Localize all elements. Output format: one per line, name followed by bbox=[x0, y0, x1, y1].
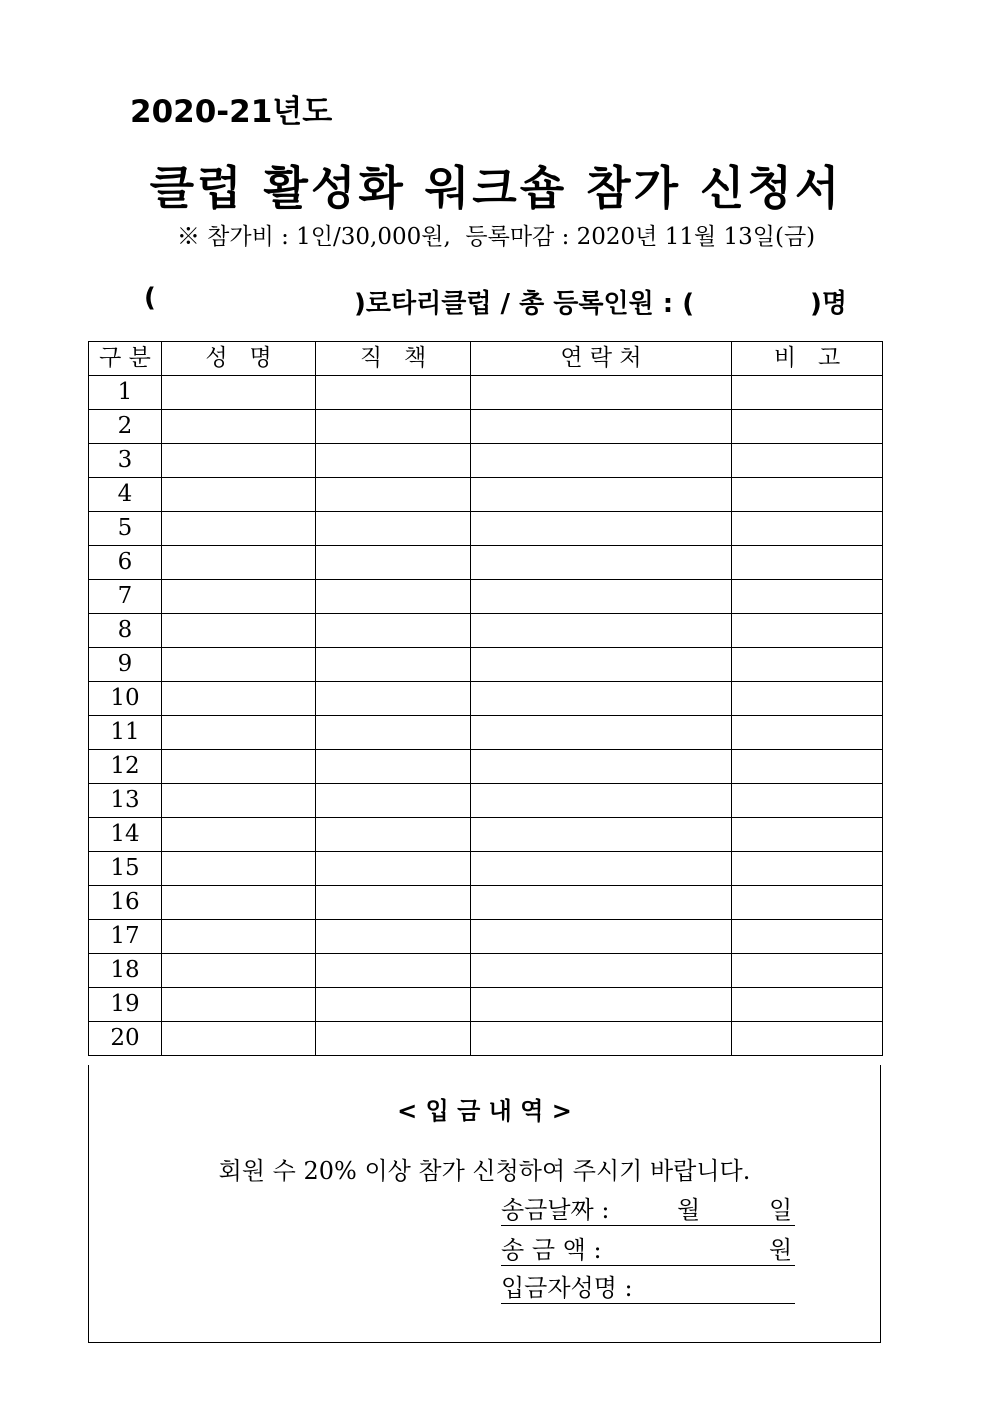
table-row bbox=[89, 376, 883, 410]
name-cell[interactable] bbox=[162, 546, 316, 580]
contact-cell[interactable] bbox=[471, 376, 732, 410]
row-number: 16 bbox=[89, 886, 162, 920]
name-cell[interactable] bbox=[162, 614, 316, 648]
remarks-cell[interactable] bbox=[732, 750, 883, 784]
name-cell[interactable] bbox=[162, 886, 316, 920]
row-number: 6 bbox=[89, 546, 162, 580]
name-cell[interactable] bbox=[162, 750, 316, 784]
contact-cell[interactable] bbox=[471, 818, 732, 852]
contact-cell[interactable] bbox=[471, 682, 732, 716]
name-cell[interactable] bbox=[162, 920, 316, 954]
position-cell[interactable] bbox=[316, 648, 471, 682]
position-cell[interactable] bbox=[316, 410, 471, 444]
header-position: 직 책 bbox=[316, 342, 471, 376]
contact-cell[interactable] bbox=[471, 886, 732, 920]
remarks-cell[interactable] bbox=[732, 546, 883, 580]
name-cell[interactable] bbox=[162, 444, 316, 478]
remarks-cell[interactable] bbox=[732, 478, 883, 512]
won-label: 원 bbox=[769, 1236, 793, 1264]
name-cell[interactable] bbox=[162, 852, 316, 886]
name-cell[interactable] bbox=[162, 478, 316, 512]
table-row bbox=[89, 920, 883, 954]
club-open-paren: ( bbox=[144, 283, 156, 313]
remarks-cell[interactable] bbox=[732, 1022, 883, 1056]
fee-deadline-note: ※ 참가비 : 1인/30,000원, 등록마감 : 2020년 11월 13일(금) bbox=[176, 224, 816, 250]
row-number: 20 bbox=[89, 1022, 162, 1056]
contact-cell[interactable] bbox=[471, 750, 732, 784]
header-contact: 연 락 처 bbox=[471, 342, 732, 376]
row-number: 9 bbox=[89, 648, 162, 682]
position-cell[interactable] bbox=[316, 716, 471, 750]
month-label: 월 bbox=[677, 1196, 701, 1224]
depositor-name-line[interactable] bbox=[501, 1273, 795, 1304]
name-cell[interactable] bbox=[162, 818, 316, 852]
row-number: 18 bbox=[89, 954, 162, 988]
name-cell[interactable] bbox=[162, 512, 316, 546]
position-cell[interactable] bbox=[316, 580, 471, 614]
table-header-row bbox=[89, 342, 883, 376]
remarks-cell[interactable] bbox=[732, 444, 883, 478]
name-cell[interactable] bbox=[162, 410, 316, 444]
row-number: 11 bbox=[89, 716, 162, 750]
remarks-cell[interactable] bbox=[732, 988, 883, 1022]
row-number: 3 bbox=[89, 444, 162, 478]
contact-cell[interactable] bbox=[471, 478, 732, 512]
contact-cell[interactable] bbox=[471, 716, 732, 750]
contact-cell[interactable] bbox=[471, 1022, 732, 1056]
name-cell[interactable] bbox=[162, 784, 316, 818]
remarks-cell[interactable] bbox=[732, 716, 883, 750]
remit-date-label: 송금날짜 : bbox=[501, 1196, 610, 1224]
table-row bbox=[89, 546, 883, 580]
contact-cell[interactable] bbox=[471, 512, 732, 546]
table-row bbox=[89, 410, 883, 444]
day-label: 일 bbox=[769, 1196, 793, 1224]
row-number: 15 bbox=[89, 852, 162, 886]
table-row bbox=[89, 444, 883, 478]
remit-amount-line[interactable] bbox=[501, 1235, 795, 1266]
table-row bbox=[89, 580, 883, 614]
table-row bbox=[89, 886, 883, 920]
remit-date-line[interactable] bbox=[501, 1195, 795, 1226]
contact-cell[interactable] bbox=[471, 852, 732, 886]
position-cell[interactable] bbox=[316, 478, 471, 512]
header-name: 성 명 bbox=[162, 342, 316, 376]
name-cell[interactable] bbox=[162, 682, 316, 716]
table-row bbox=[89, 1022, 883, 1056]
row-number: 8 bbox=[89, 614, 162, 648]
header-remarks: 비 고 bbox=[732, 342, 883, 376]
row-number: 2 bbox=[89, 410, 162, 444]
name-cell[interactable] bbox=[162, 376, 316, 410]
position-cell[interactable] bbox=[316, 682, 471, 716]
remarks-cell[interactable] bbox=[732, 580, 883, 614]
table-row bbox=[89, 954, 883, 988]
table-row bbox=[89, 750, 883, 784]
header-division: 구 분 bbox=[89, 342, 162, 376]
row-number: 12 bbox=[89, 750, 162, 784]
remarks-cell[interactable] bbox=[732, 818, 883, 852]
position-cell[interactable] bbox=[316, 852, 471, 886]
position-cell[interactable] bbox=[316, 1022, 471, 1056]
contact-cell[interactable] bbox=[471, 954, 732, 988]
table-row bbox=[89, 682, 883, 716]
contact-cell[interactable] bbox=[471, 580, 732, 614]
contact-cell[interactable] bbox=[471, 546, 732, 580]
position-cell[interactable] bbox=[316, 546, 471, 580]
remarks-cell[interactable] bbox=[732, 410, 883, 444]
name-cell[interactable] bbox=[162, 954, 316, 988]
deposit-section bbox=[88, 1065, 881, 1343]
depositor-name-label: 입금자성명 : bbox=[501, 1274, 633, 1302]
contact-cell[interactable] bbox=[471, 444, 732, 478]
remarks-cell[interactable] bbox=[732, 614, 883, 648]
name-cell[interactable] bbox=[162, 648, 316, 682]
position-cell[interactable] bbox=[316, 444, 471, 478]
table-row bbox=[89, 988, 883, 1022]
remarks-cell[interactable] bbox=[732, 512, 883, 546]
contact-cell[interactable] bbox=[471, 920, 732, 954]
position-cell[interactable] bbox=[316, 920, 471, 954]
position-cell[interactable] bbox=[316, 512, 471, 546]
registration-table bbox=[88, 341, 883, 1056]
row-number: 14 bbox=[89, 818, 162, 852]
position-cell[interactable] bbox=[316, 886, 471, 920]
name-cell[interactable] bbox=[162, 1022, 316, 1056]
name-cell[interactable] bbox=[162, 580, 316, 614]
form-title: 클럽 활성화 워크숍 참가 신청서 bbox=[149, 161, 843, 215]
table-row bbox=[89, 648, 883, 682]
year-label: 2020-21년도 bbox=[130, 94, 333, 130]
position-cell[interactable] bbox=[316, 784, 471, 818]
position-cell[interactable] bbox=[316, 818, 471, 852]
row-number: 1 bbox=[89, 376, 162, 410]
remarks-cell[interactable] bbox=[732, 954, 883, 988]
position-cell[interactable] bbox=[316, 954, 471, 988]
row-number: 19 bbox=[89, 988, 162, 1022]
remarks-cell[interactable] bbox=[732, 886, 883, 920]
club-suffix-label: )로타리클럽 / 총 등록인원 : ( bbox=[354, 289, 695, 319]
name-cell[interactable] bbox=[162, 716, 316, 750]
contact-cell[interactable] bbox=[471, 784, 732, 818]
table-row bbox=[89, 852, 883, 886]
table-row bbox=[89, 818, 883, 852]
position-cell[interactable] bbox=[316, 376, 471, 410]
position-cell[interactable] bbox=[316, 614, 471, 648]
remarks-cell[interactable] bbox=[732, 920, 883, 954]
remarks-cell[interactable] bbox=[732, 648, 883, 682]
row-number: 4 bbox=[89, 478, 162, 512]
remit-amount-label: 송 금 액 : bbox=[501, 1236, 602, 1264]
contact-cell[interactable] bbox=[471, 648, 732, 682]
position-cell[interactable] bbox=[316, 750, 471, 784]
row-number: 17 bbox=[89, 920, 162, 954]
remarks-cell[interactable] bbox=[732, 682, 883, 716]
row-number: 5 bbox=[89, 512, 162, 546]
row-number: 13 bbox=[89, 784, 162, 818]
name-cell[interactable] bbox=[162, 988, 316, 1022]
remarks-cell[interactable] bbox=[732, 852, 883, 886]
table-row bbox=[89, 716, 883, 750]
count-suffix-label: )명 bbox=[810, 289, 847, 319]
contact-cell[interactable] bbox=[471, 614, 732, 648]
table-row bbox=[89, 512, 883, 546]
remarks-cell[interactable] bbox=[732, 784, 883, 818]
row-number: 7 bbox=[89, 580, 162, 614]
row-number: 10 bbox=[89, 682, 162, 716]
participation-message: 회원 수 20% 이상 참가 신청하여 주시기 바랍니다. bbox=[218, 1157, 751, 1185]
table-row bbox=[89, 614, 883, 648]
table-row bbox=[89, 784, 883, 818]
contact-cell[interactable] bbox=[471, 410, 732, 444]
deposit-title: < 입 금 내 역 > bbox=[397, 1097, 572, 1125]
contact-cell[interactable] bbox=[471, 988, 732, 1022]
remarks-cell[interactable] bbox=[732, 376, 883, 410]
position-cell[interactable] bbox=[316, 988, 471, 1022]
table-row bbox=[89, 478, 883, 512]
